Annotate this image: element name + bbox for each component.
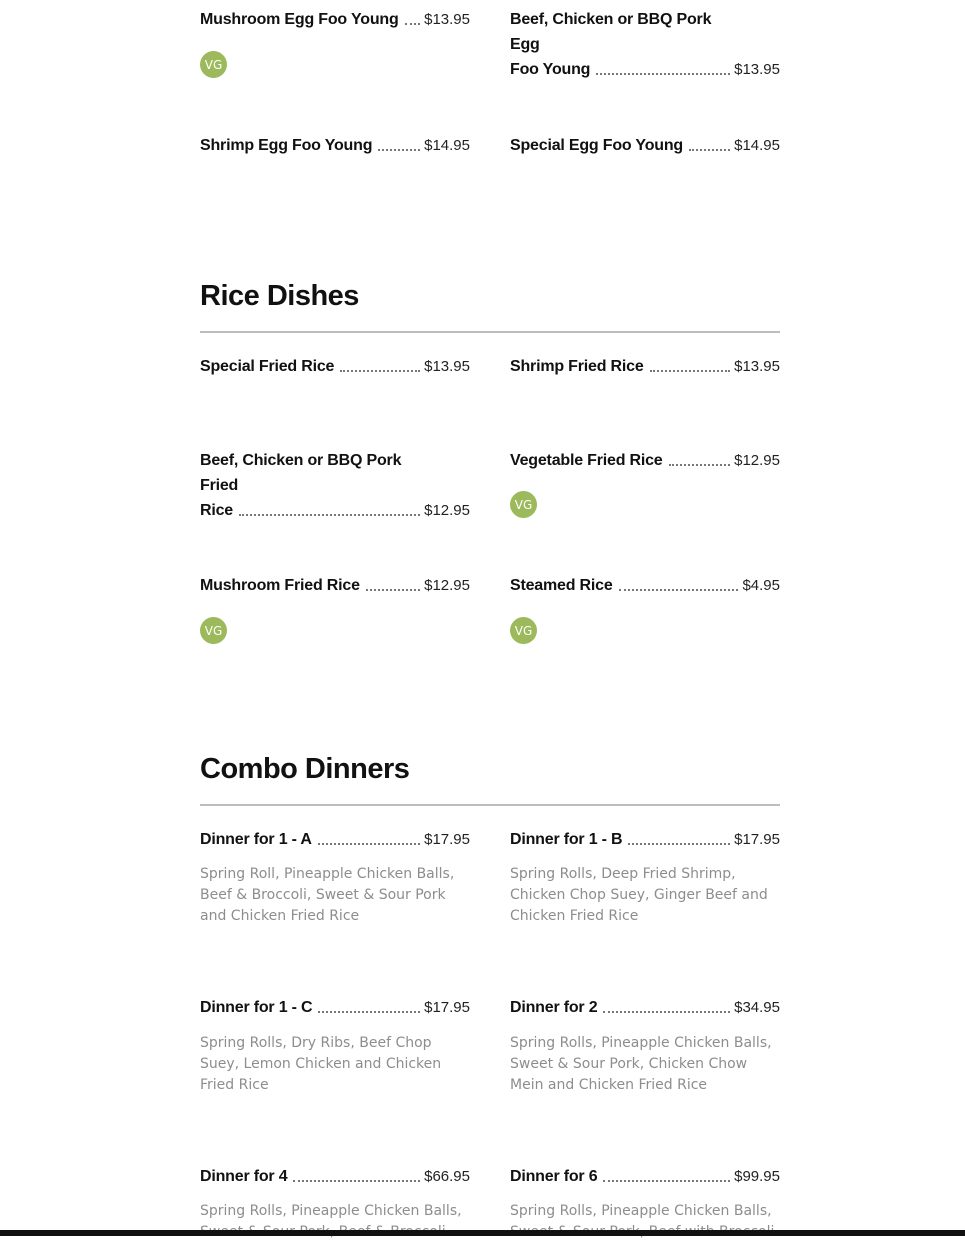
item-name: Shrimp Egg Foo Young: [200, 137, 373, 154]
item-name: Mushroom Fried Rice: [200, 577, 360, 594]
menu-item-dinner-for-1-b: [510, 827, 780, 852]
leader-dots: [340, 370, 420, 372]
section-divider: [200, 804, 780, 806]
item-price: $4.95: [742, 577, 780, 594]
item-price: $12.95: [734, 452, 780, 469]
item-name: Dinner for 1 - B: [510, 831, 623, 848]
leader-dots: [318, 1011, 420, 1013]
item-price: $13.95: [734, 61, 780, 78]
vegetarian-badge-icon: VG: [200, 617, 227, 644]
item-price: $13.95: [424, 358, 470, 375]
menu-item-special-fried-rice: [200, 354, 470, 379]
item-name: Dinner for 1 - A: [200, 831, 312, 848]
menu-item-dinner-for-2: [510, 995, 780, 1020]
item-name: Dinner for 1 - C: [200, 999, 313, 1016]
menu-item-mushroom-fried-rice: [200, 573, 470, 598]
leader-dots: [293, 1180, 420, 1182]
item-description: Spring Rolls, Deep Fried Shrimp, Chicken Chop Suey, Ginger Beef and Chicken Fried Rice: [510, 866, 768, 924]
item-description: Spring Rolls, Pineapple Chicken Balls, Sweet & Sour Pork, Chicken Chow Mein and Chicken Fried Rice: [510, 1035, 772, 1093]
section-divider: [200, 331, 780, 333]
leader-dots: [603, 1180, 730, 1182]
section-title-combo-dinners: Combo Dinners: [200, 753, 410, 785]
item-price: $34.95: [734, 999, 780, 1016]
menu-item-dinner-for-6: [510, 1164, 780, 1189]
item-description: Spring Roll, Pineapple Chicken Balls, Beef & Broccoli, Sweet & Sour Pork and Chicken Fried Rice: [200, 866, 455, 924]
leader-dots: [628, 843, 730, 845]
item-name-line1: Beef, Chicken or BBQ Pork Egg: [510, 11, 712, 53]
vegetarian-badge-icon: VG: [510, 617, 537, 644]
leader-dots: [366, 589, 420, 591]
menu-item-vegetable-fried-rice: [510, 448, 780, 473]
item-price: $17.95: [424, 999, 470, 1016]
item-name: Dinner for 6: [510, 1168, 598, 1185]
item-name: Special Fried Rice: [200, 358, 335, 375]
leader-dots: [669, 464, 731, 466]
leader-dots: [596, 73, 730, 75]
item-description: Spring Rolls, Pineapple Chicken Balls,: [200, 1203, 462, 1219]
menu-item-beef-chicken-bbq-pork-fried-rice: [200, 448, 470, 523]
item-price: $12.95: [424, 577, 470, 594]
leader-dots: [405, 23, 421, 25]
vegetarian-badge-icon: VG: [510, 491, 537, 518]
item-price: $14.95: [424, 137, 470, 154]
section-title-rice-dishes: Rice Dishes: [200, 280, 359, 312]
leader-dots: [689, 149, 730, 151]
item-name-line2: Rice: [200, 502, 233, 519]
item-name-line1: Beef, Chicken or BBQ Pork Fried: [200, 452, 402, 494]
leader-dots: [239, 514, 420, 516]
item-price: $17.95: [734, 831, 780, 848]
menu-item-beef-chicken-bbq-pork-egg-foo-young: [510, 7, 780, 82]
item-price: $14.95: [734, 137, 780, 154]
item-name: Shrimp Fried Rice: [510, 358, 644, 375]
menu-item-mushroom-egg-foo-young: [200, 7, 470, 32]
item-name: Special Egg Foo Young: [510, 137, 683, 154]
item-name-line2: Foo Young: [510, 61, 591, 78]
menu-item-steamed-rice: [510, 573, 780, 598]
item-price: $13.95: [424, 11, 470, 28]
bottom-bar: [0, 1230, 965, 1236]
item-name: Steamed Rice: [510, 577, 613, 594]
item-name: Mushroom Egg Foo Young: [200, 11, 399, 28]
menu-item-dinner-for-1-c: [200, 995, 470, 1020]
item-price: $13.95: [734, 358, 780, 375]
menu-item-shrimp-fried-rice: [510, 354, 780, 379]
menu-item-dinner-for-4: [200, 1164, 470, 1189]
item-price: $17.95: [424, 831, 470, 848]
item-name: Dinner for 4: [200, 1168, 288, 1185]
item-name: Dinner for 2: [510, 999, 598, 1016]
menu-item-shrimp-egg-foo-young: [200, 133, 470, 158]
leader-dots: [650, 370, 731, 372]
item-price: $99.95: [734, 1168, 780, 1185]
leader-dots: [619, 589, 739, 591]
item-price: $66.95: [424, 1168, 470, 1185]
leader-dots: [378, 149, 420, 151]
leader-dots: [603, 1011, 730, 1013]
menu-item-special-egg-foo-young: [510, 133, 780, 158]
leader-dots: [318, 843, 420, 845]
vegetarian-badge-icon: VG: [200, 51, 227, 78]
menu-item-dinner-for-1-a: [200, 827, 470, 852]
item-name: Vegetable Fried Rice: [510, 452, 663, 469]
item-price: $12.95: [424, 502, 470, 519]
item-description: Spring Rolls, Dry Ribs, Beef Chop Suey, Lemon Chicken and Chicken Fried Rice: [200, 1035, 442, 1093]
item-description: Spring Rolls, Pineapple Chicken Balls,: [510, 1203, 772, 1219]
